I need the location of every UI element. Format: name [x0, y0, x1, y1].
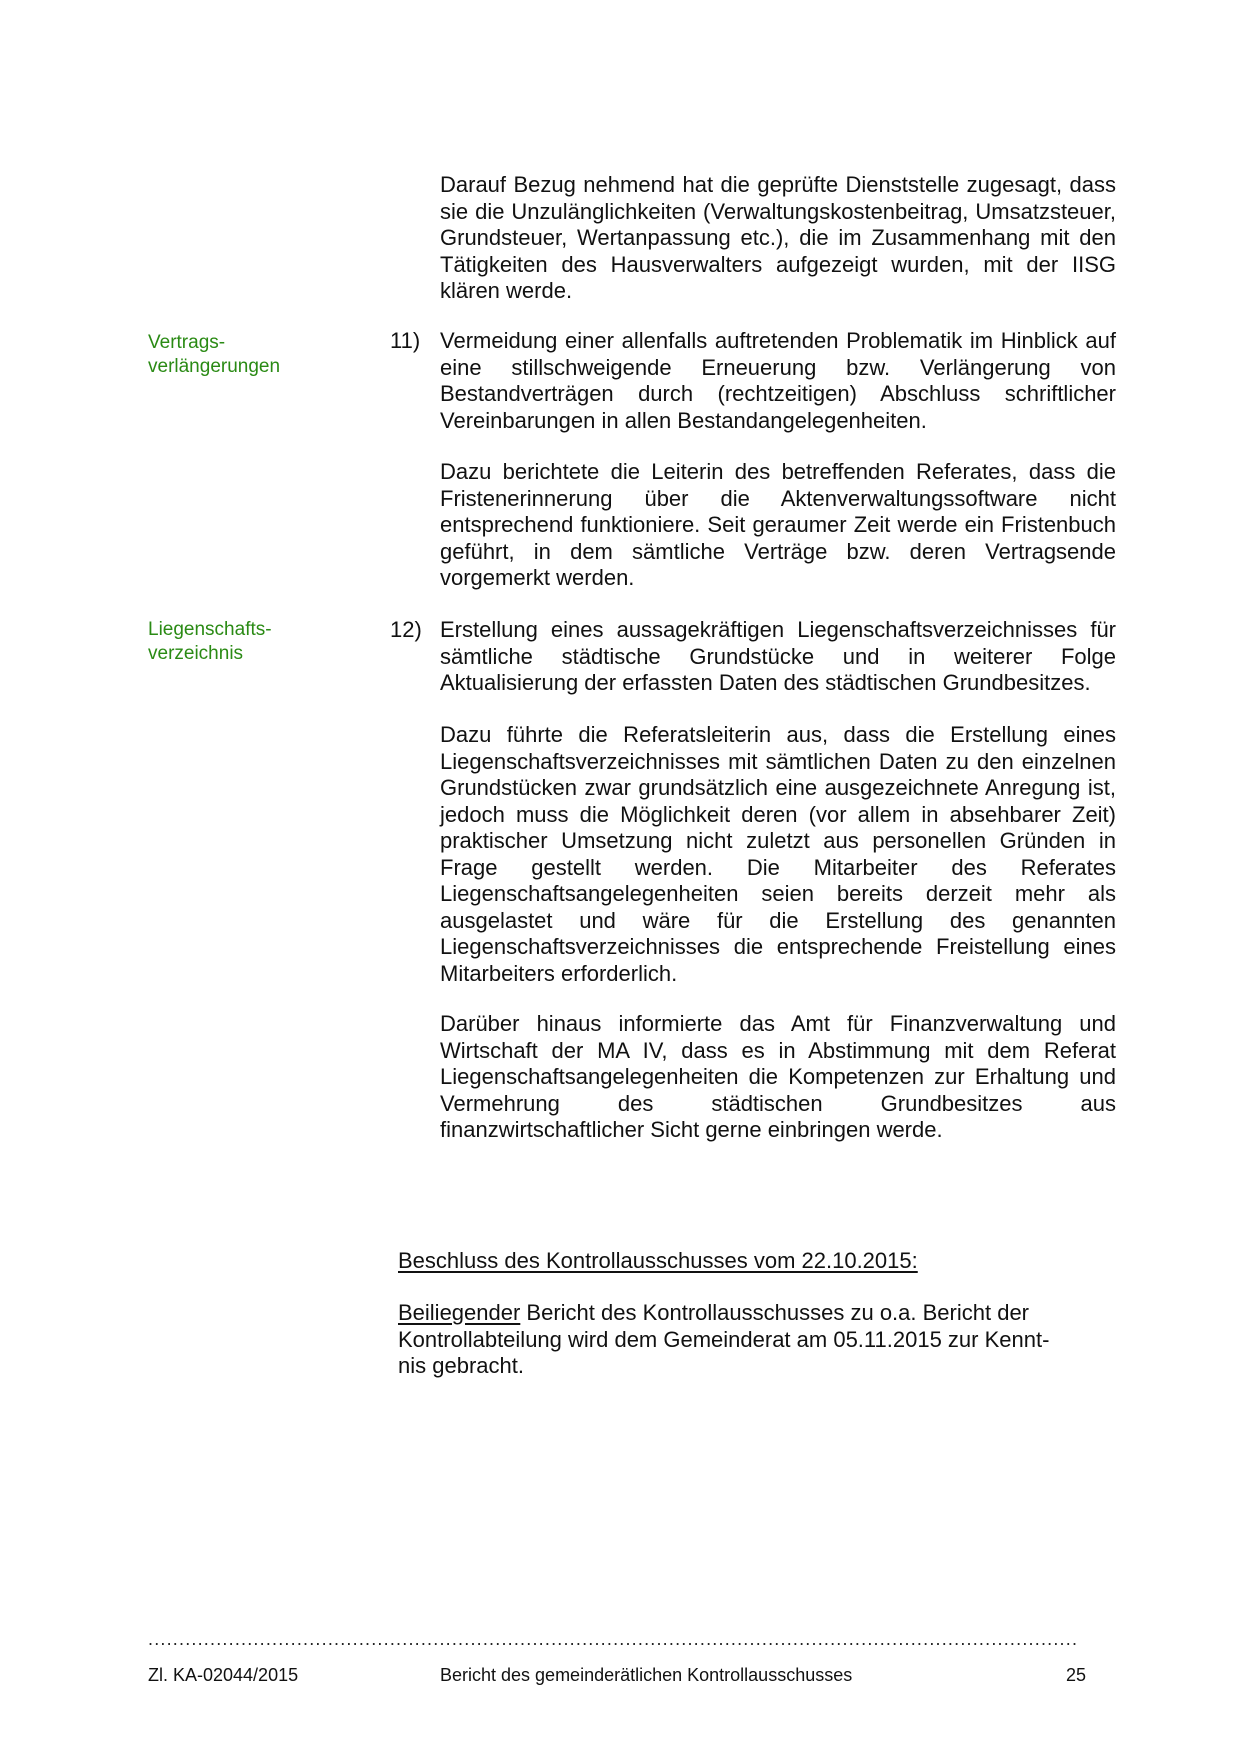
- intro-paragraph: Darauf Bezug nehmend hat die geprüfte Dienststelle zugesagt, dass sie die Unzulänglichkeiten (Verwaltungskostenbeitrag, Umsatzsteuer, Grundsteuer, Wertanpassung etc.), die im Zusammenhang mit den Tätigkeiten des Hausverwalters aufgezeigt wurden, mit der IISG klären werde.: [440, 172, 1116, 303]
- margin-note-line: verlängerungen: [148, 356, 281, 377]
- decision-line: Kontrollabteilung wird dem Gemeinderat am 05.11.2015 zur Kennt-: [398, 1326, 1050, 1352]
- item-number: 12): [390, 617, 422, 642]
- response-12-a: Dazu führte die Referatsleiterin aus, dass die Erstellung eines Liegenschaftsverzeichnisses mit sämtlichen Daten zu den einzelnen Grundstücken zwar grundsätzlich eine ausgezeichnete Anregung ist, jedoch muss die Möglichkeit deren (vor allem in absehbarer Zeit) praktischer Umsetzung nicht zuletzt aus personellen Gründen in Frage gestellt werden. Die Mitarbeiter des Referates Liegenschaftsangelegenheiten seien bereits derzeit mehr als ausgelastet und wäre für die Erstellung des genannten Liegenschaftsverzeichnisses die entsprechende Freistellung eines Mitarbeiters erforderlich.: [440, 722, 1116, 986]
- margin-note-line: verzeichnis: [148, 643, 244, 664]
- decision-heading: [398, 1248, 1088, 1275]
- decision-text: [398, 1300, 1088, 1380]
- decision-underlined-word: Beiliegender: [398, 1300, 521, 1325]
- margin-note-vertragsverlaengerungen: [148, 331, 280, 379]
- decision-heading-text: Beschluss des Kontrollausschusses vom 22.10.2015:: [398, 1248, 918, 1273]
- footer-title: Bericht des gemeinderätlichen Kontrollausschusses: [440, 1665, 853, 1685]
- decision-line: nis gebracht.: [398, 1353, 524, 1378]
- margin-note-line: Liegenschafts-: [148, 619, 272, 640]
- footer-dotted-rule: ......................................................................................................................................................: [148, 1629, 1079, 1649]
- footer-reference: Zl. KA-02044/2015: [148, 1665, 299, 1685]
- response-12-b: Darüber hinaus informierte das Amt für Finanzverwaltung und Wirtschaft der MA IV, dass es in Abstimmung mit dem Referat Liegenschaftsangelegenheiten die Kompetenzen zur Erhaltung und Vermehrung des städtischen Grundbesitzes aus finanzwirtschaftlicher Sicht gerne einbringen werde.: [440, 1011, 1116, 1142]
- item-number: 11): [390, 328, 421, 353]
- recommendation-12: Erstellung eines aussagekräftigen Liegenschaftsverzeichnisses für sämtliche städtische Grundstücke und in weiterer Folge Aktualisierung der erfassten Daten des städtischen Grundbesitzes.: [440, 617, 1116, 695]
- margin-note-line: Vertrags-: [148, 332, 226, 353]
- recommendation-11: Vermeidung einer allenfalls auftretenden Problematik im Hinblick auf eine stillschweigende Erneuerung bzw. Verlängerung von Bestandverträgen durch (rechtzeitigen) Abschluss schriftlicher Vereinbarungen in allen Bestandangelegenheiten.: [440, 328, 1116, 433]
- page-number: 25: [1065, 1665, 1086, 1685]
- decision-line: Bericht des Kontrollausschusses zu o.a. Bericht der: [520, 1300, 1030, 1325]
- margin-note-liegenschaftsverzeichnis: [148, 618, 272, 666]
- response-11: Dazu berichtete die Leiterin des betreffenden Referates, dass die Fristenerinnerung über die Aktenverwaltungssoftware nicht entsprechend funktioniere. Seit geraumer Zeit werde ein Fristenbuch geführt, in dem sämtliche Verträge bzw. deren Vertragsende vorgemerkt werden.: [440, 459, 1116, 590]
